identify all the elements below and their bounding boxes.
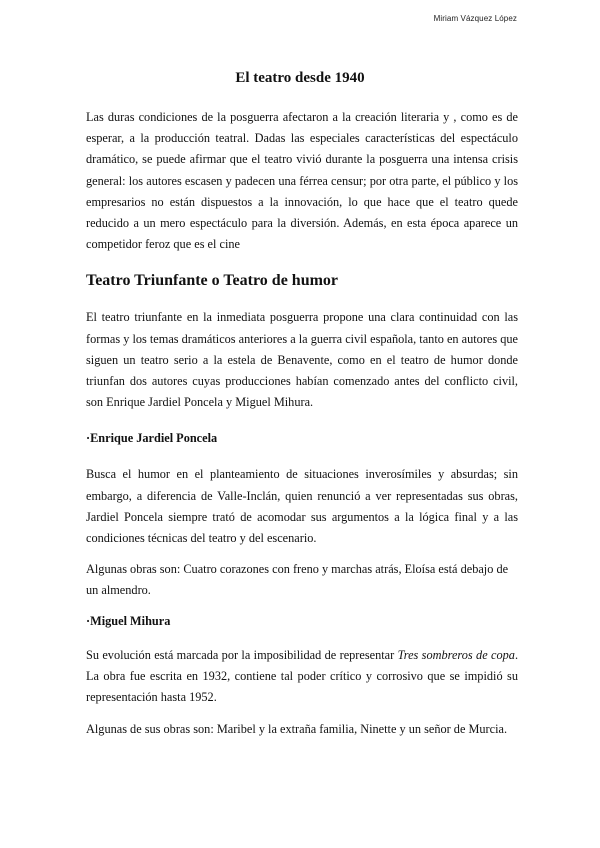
mihura-works: Algunas de sus obras son: Maribel y la extraña familia, Ninette y un señor de Murcia. <box>86 722 508 737</box>
page-title: El teatro desde 1940 <box>235 70 365 86</box>
section-heading: Teatro Triunfante o Teatro de humor <box>86 272 339 290</box>
subheading-jardiel: ·Enrique Jardiel Poncela <box>86 431 218 446</box>
subheading-mihura: ·Miguel Mihura <box>86 613 171 628</box>
mihura-paragraph <box>86 645 518 709</box>
header-author: Miriam Vázquez López <box>433 14 517 23</box>
intro-paragraph: Las duras condiciones de la posguerra afectaron a la creación literaria y , como es de esperar, a la producción teatral. Dadas las especiales características del espectáculo dramático, se puede afirmar que el teatro vivió durante la posguerra una intensa crisis general: los autores escasen y padecen una férrea censur; por otra parte, el público y los empresarios no están dispuestos a la innovación, lo que hace que el teatro quede reducido a un mero espectáculo para la diversión. Además, en esta época aparece un competidor feroz que es el cine <box>86 110 518 252</box>
jardiel-works: Algunas obras son: Cuatro corazones con freno y marchas atrás, Eloísa está debajo de un almendro. <box>86 562 509 598</box>
mihura-text-end: . La obra fue escrita en 1932, contiene tal poder crítico y corrosivo que se impidió su representación hasta 1952. <box>86 647 519 705</box>
jardiel-paragraph: Busca el humor en el planteamiento de situaciones inverosímiles y absurdas; sin embargo, a diferencia de Valle-Inclán, quien renunció a ver representadas sus obras, Jardiel Poncela siempre trató de acomodar sus argumentos a la lógica final y a las condiciones técnicas del teatro y del escenario. <box>86 467 518 546</box>
mihura-text-start: Su evolución está marcada por la imposibilidad de representar <box>86 647 398 662</box>
document-body <box>86 100 518 740</box>
section-intro-paragraph: El teatro triunfante en la inmediata posguerra propone una clara continuidad con las formas y los temas dramáticos anteriores a la guerra civil española, tanto en autores que siguen un teatro serio a la estela de Benavente, como en el teatro de humor donde triunfan dos autores cuyas producciones habían comenzado antes del conflicto civil, son Enrique Jardiel Poncela y Miguel Mihura. <box>86 310 518 410</box>
mihura-play-title: Tres sombreros de copa <box>397 647 515 662</box>
